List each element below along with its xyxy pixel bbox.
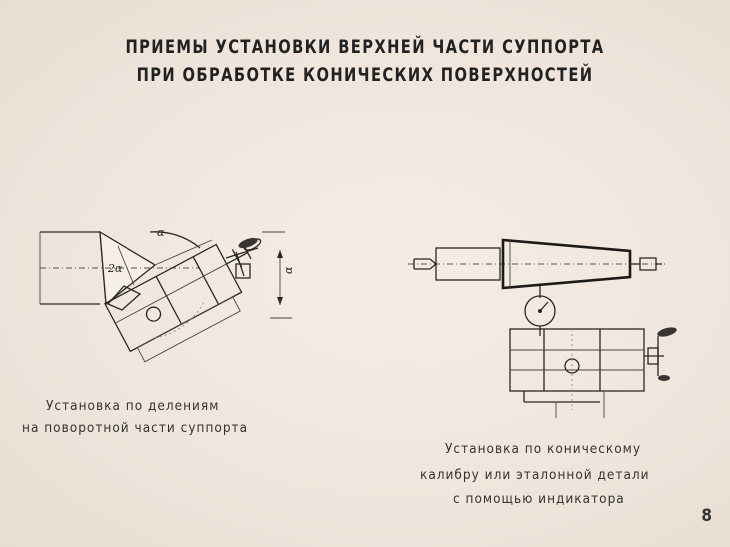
label-2alpha: 2α (108, 262, 123, 275)
slide-title-line-2: ПРИ ОБРАБОТКЕ КОНИЧЕСКИХ ПОВЕРХНОСТЕЙ (136, 64, 594, 86)
right-caption-line-2: калибру или эталонной детали (420, 467, 650, 483)
left-caption-line-1: Установка по делениям (46, 398, 220, 414)
label-alpha-arc: α (157, 226, 165, 239)
page-number: 8 (701, 506, 712, 526)
right-caption-line-1: Установка по коническому (445, 441, 642, 457)
handle-right (644, 326, 678, 381)
slide-title-line-1: ПРИЕМЫ УСТАНОВКИ ВЕРХНЕЙ ЧАСТИ СУППОРТА (125, 36, 605, 58)
right-caption-line-3: с помощью индикатора (453, 491, 625, 507)
label-alpha-side: α (282, 266, 295, 274)
compound-rest (510, 329, 644, 418)
left-caption-line-2: на поворотной части суппорта (22, 420, 249, 436)
